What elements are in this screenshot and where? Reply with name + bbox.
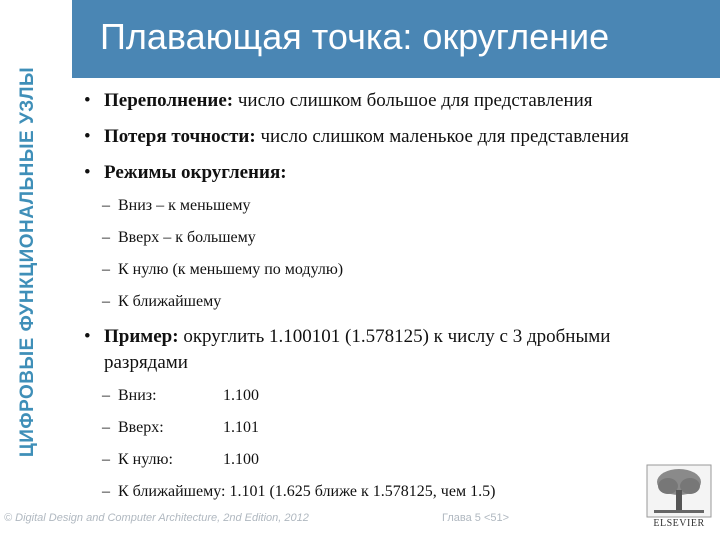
- example-value: 1.101 (1.625 ближе к 1.578125, чем 1.5): [225, 483, 496, 500]
- mode-item: [82, 260, 642, 280]
- mode-text: Вниз – к меньшему: [118, 197, 251, 214]
- bullet-overflow: [82, 88, 642, 114]
- example-label: К ближайшему:: [118, 483, 226, 500]
- bullet-rounding-modes: [82, 160, 642, 186]
- dash-icon: –: [102, 451, 110, 468]
- footer-copyright: © Digital Design and Computer Architecture, 2nd Edition, 2012: [4, 512, 309, 524]
- mode-text: К ближайшему: [118, 293, 222, 310]
- bullet-text: число слишком большое для представления: [233, 90, 593, 111]
- example-item: [82, 482, 642, 502]
- bullet-label: Переполнение:: [104, 90, 234, 111]
- title-bar: [72, 0, 720, 78]
- example-value: 1.100: [223, 451, 259, 468]
- bullet-underflow: [82, 124, 642, 150]
- mode-item: [82, 196, 642, 216]
- bullet-text: число слишком маленькое для представления: [255, 126, 629, 147]
- side-title: [0, 0, 56, 540]
- dash-icon: –: [102, 261, 110, 278]
- example-item: [82, 450, 642, 470]
- mode-item: [82, 228, 642, 248]
- bullet-example: [82, 324, 642, 376]
- elsevier-wordmark: ELSEVIER: [653, 518, 705, 529]
- example-value: 1.100: [223, 387, 259, 404]
- dash-icon: –: [102, 229, 110, 246]
- bullet-label: Режимы округления:: [104, 162, 287, 183]
- dash-icon: –: [102, 293, 110, 310]
- slide-content: [82, 88, 642, 514]
- slide-title: Плавающая точка: округление: [100, 16, 610, 57]
- side-title-text: ЦИФРОВЫЕ ФУНКЦИОНАЛЬНЫЕ УЗЛЫ: [17, 66, 38, 458]
- mode-item: [82, 292, 642, 312]
- mode-text: К нулю (к меньшему по модулю): [118, 261, 344, 278]
- dash-icon: –: [102, 419, 110, 436]
- example-item: [82, 418, 642, 438]
- elsevier-logo: [646, 464, 712, 534]
- footer-page: Глава 5 <51>: [442, 512, 510, 524]
- bullet-text: округлить 1.100101 (1.578125) к числу с 3 дробными разрядами: [104, 326, 611, 373]
- example-item: [82, 386, 642, 406]
- example-label: К нулю:: [118, 451, 173, 468]
- example-value: 1.101: [223, 419, 259, 436]
- dash-icon: –: [102, 483, 110, 500]
- mode-text: Вверх – к большему: [118, 229, 256, 246]
- tree-icon: [646, 464, 712, 518]
- dash-icon: –: [102, 387, 110, 404]
- example-label: Вниз:: [118, 387, 157, 404]
- bullet-label: Пример:: [104, 326, 179, 347]
- bullet-label: Потеря точности:: [104, 126, 256, 147]
- example-label: Вверх:: [118, 419, 164, 436]
- dash-icon: –: [102, 197, 110, 214]
